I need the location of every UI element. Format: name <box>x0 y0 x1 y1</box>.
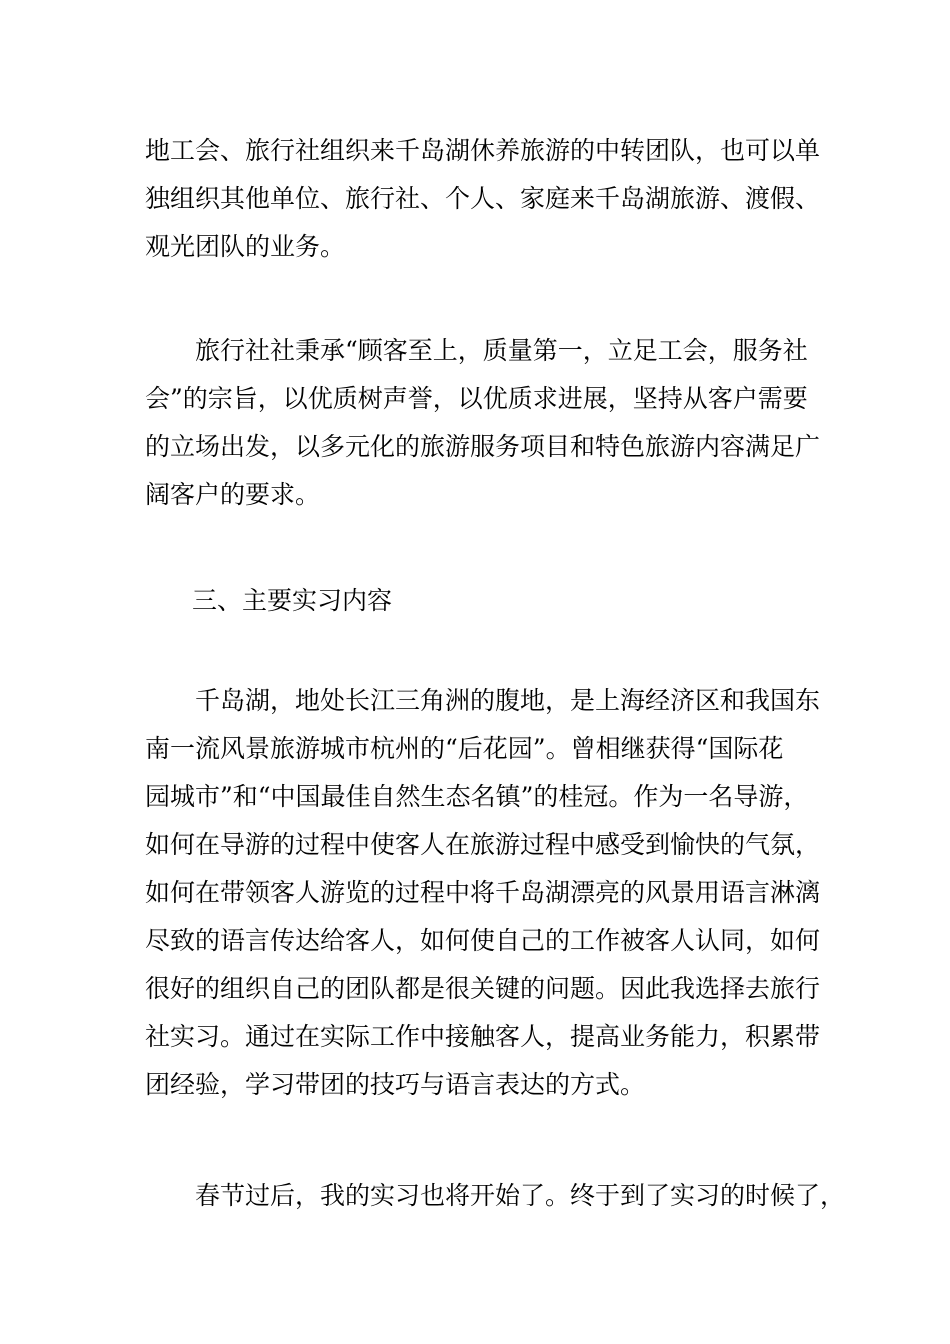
paragraph-line: 很好的组织自己的团队都是很关键的问题。因此我选择去旅行 <box>145 974 821 1003</box>
paragraph-line: 春节过后，我的实习也将开始了。终于到了实习的时候了， <box>145 1181 846 1210</box>
paragraph-line: 地工会、旅行社组织来千岛湖休养旅游的中转团队，也可以单 <box>145 136 821 165</box>
paragraph-line: 尽致的语言传达给客人，如何使自己的工作被客人认同，如何 <box>145 926 821 955</box>
paragraph-3 <box>145 677 825 1109</box>
paragraph-line: 千岛湖，地处长江三角洲的腹地，是上海经济区和我国东 <box>145 686 821 715</box>
paragraph-line: 阔客户的要求。 <box>145 480 321 509</box>
paragraph-line: 园城市”和“中国最佳自然生态名镇”的桂冠。作为一名导游， <box>145 782 809 811</box>
section-heading: 三、主要实习内容 <box>192 586 393 615</box>
paragraph-line: 南一流风景旅游城市杭州的“后花园”。曾相继获得“国际花 <box>145 734 784 763</box>
paragraph-2 <box>145 327 825 519</box>
paragraph-line: 如何在导游的过程中使客人在旅游过程中感受到愉快的气氛， <box>145 830 821 859</box>
paragraph-line: 社实习。通过在实际工作中接触客人，提高业务能力，积累带 <box>145 1022 821 1051</box>
paragraph-1 <box>145 127 825 271</box>
paragraph-line: 独组织其他单位、旅行社、个人、家庭来千岛湖旅游、渡假、 <box>145 184 821 213</box>
paragraph-line: 会”的宗旨，以优质树声誉，以优质求进展，坚持从客户需要 <box>145 384 808 413</box>
paragraph-line: 观光团队的业务。 <box>145 232 346 261</box>
paragraph-4 <box>145 1172 846 1220</box>
paragraph-line: 的立场出发，以多元化的旅游服务项目和特色旅游内容满足广 <box>145 432 821 461</box>
paragraph-line: 旅行社社秉承“顾客至上，质量第一，立足工会，服务社 <box>145 336 808 365</box>
paragraph-line: 团经验，学习带团的技巧与语言表达的方式。 <box>145 1070 646 1099</box>
paragraph-line: 如何在带领客人游览的过程中将千岛湖漂亮的风景用语言淋漓 <box>145 878 821 907</box>
